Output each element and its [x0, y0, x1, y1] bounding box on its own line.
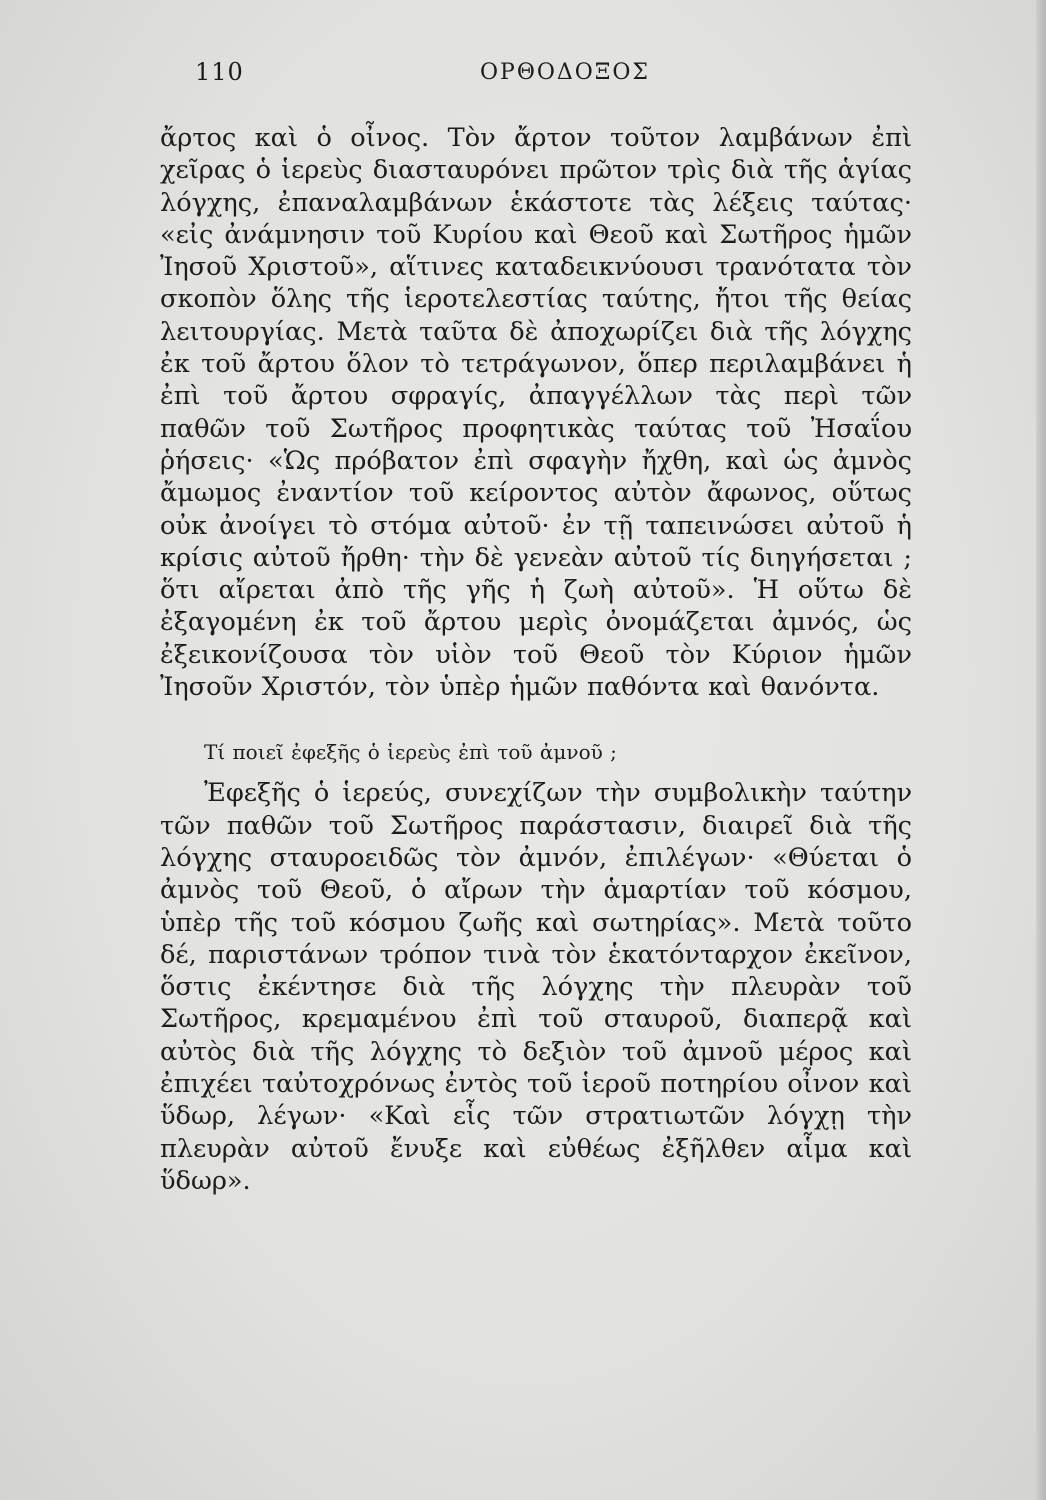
page-edge	[1036, 0, 1046, 1500]
paragraph: ἄρτος καὶ ὁ οἶνος. Τὸν ἄρτον τοῦτον λαμβάνων ἐπὶ χεῖρας ὁ ἱερεὺς διασταυρόνει πρῶτον τρὶς διὰ τῆς ἁγίας λόγχης, ἐπαναλαμβάνων ἑκάστοτε τὰς λέξεις ταύτας· «εἰς ἀνάμνησιν τοῦ Κυρίου καὶ Θεοῦ καὶ Σωτῆρος ἡμῶν Ἰησοῦ Χριστοῦ», αἵτινες καταδεικνύουσι τρανότατα τὸν σκοπὸν ὅλης τῆς ἱεροτελεστίας ταύτης, ἤτοι τῆς θείας λειτουργίας. Μετὰ ταῦτα δὲ ἀποχωρίζει διὰ τῆς λόγχης ἐκ τοῦ ἄρτου ὅλον τὸ τετράγωνον, ὅπερ περιλαμβάνει ἡ ἐπὶ τοῦ ἄρτου σφραγίς, ἀπαγγέλλων τὰς περὶ τῶν παθῶν τοῦ Σωτῆρος προφητικὰς ταύτας τοῦ Ἠσαΐου ῥήσεις· «Ὡς πρόβατον ἐπὶ σφαγὴν ἤχθη, καὶ ὡς ἀμνὸς ἄμωμος ἐναντίον τοῦ κείροντος αὐτὸν ἄφωνος, οὕτως οὐκ ἀνοίγει τὸ στόμα αὐτοῦ· ἐν τῇ ταπεινώσει αὐτοῦ ἡ κρίσις αὐτοῦ ἤρθη· τὴν δὲ γενεὰν αὐτοῦ τίς διηγήσεται ; ὅτι αἴρεται ἀπὸ τῆς γῆς ἡ ζωὴ αὐτοῦ». Ἡ οὕτω δὲ ἐξαγομένη ἐκ τοῦ ἄρτου μερὶς ὀνομάζεται ἀμνός, ὡς ἐξεικονίζουσα τὸν υἱὸν τοῦ Θεοῦ τὸν Κύριον ἡμῶν Ἰησοῦν Χριστόν, τὸν ὑπὲρ ἡμῶν παθόντα καὶ θανόντα.	[160, 123, 912, 703]
running-title: ΟΡΘΟΔΟΞΟΣ	[480, 60, 650, 85]
page-number: 110	[195, 58, 244, 86]
body-text	[160, 122, 912, 1197]
page-header	[195, 58, 910, 98]
answer-paragraph: Ἐφεξῆς ὁ ἱερεύς, συνεχίζων τὴν συμβολικὴν ταύτην τῶν παθῶν τοῦ Σωτῆρος παράστασιν, διαιρεῖ διὰ τῆς λόγχης σταυροειδῶς τὸν ἀμνόν, ἐπιλέγων· «Θύεται ὁ ἀμνὸς τοῦ Θεοῦ, ὁ αἴρων τὴν ἁμαρτίαν τοῦ κόσμου, ὑπὲρ τῆς τοῦ κόσμου ζωῆς καὶ σωτηρίας». Μετὰ τοῦτο δέ, παριστάνων τρόπον τινὰ τὸν ἑκατόνταρχον ἐκεῖνον, ὅστις ἐκέντησε διὰ τῆς λόγχης τὴν πλευρὰν τοῦ Σωτῆρος, κρεμαμένου ἐπὶ τοῦ σταυροῦ, διαπερᾷ καὶ αὐτὸς διὰ τῆς λόγχης τὸ δεξιὸν τοῦ ἀμνοῦ μέρος καὶ ἐπιχέει ταὐτοχρόνως ἐντὸς τοῦ ἱεροῦ ποτηρίου οἶνον καὶ ὕδωρ, λέγων· «Καὶ εἷς τῶν στρατιωτῶν λόγχῃ τὴν πλευρὰν αὐτοῦ ἔνυξε καὶ εὐθέως ἐξῆλθεν αἷμα καὶ ὕδωρ».	[160, 778, 912, 1196]
question-heading: Τί ποιεῖ ἐφεξῆς ὁ ἱερεὺς ἐπὶ τοῦ ἀμνοῦ ;	[204, 740, 617, 765]
